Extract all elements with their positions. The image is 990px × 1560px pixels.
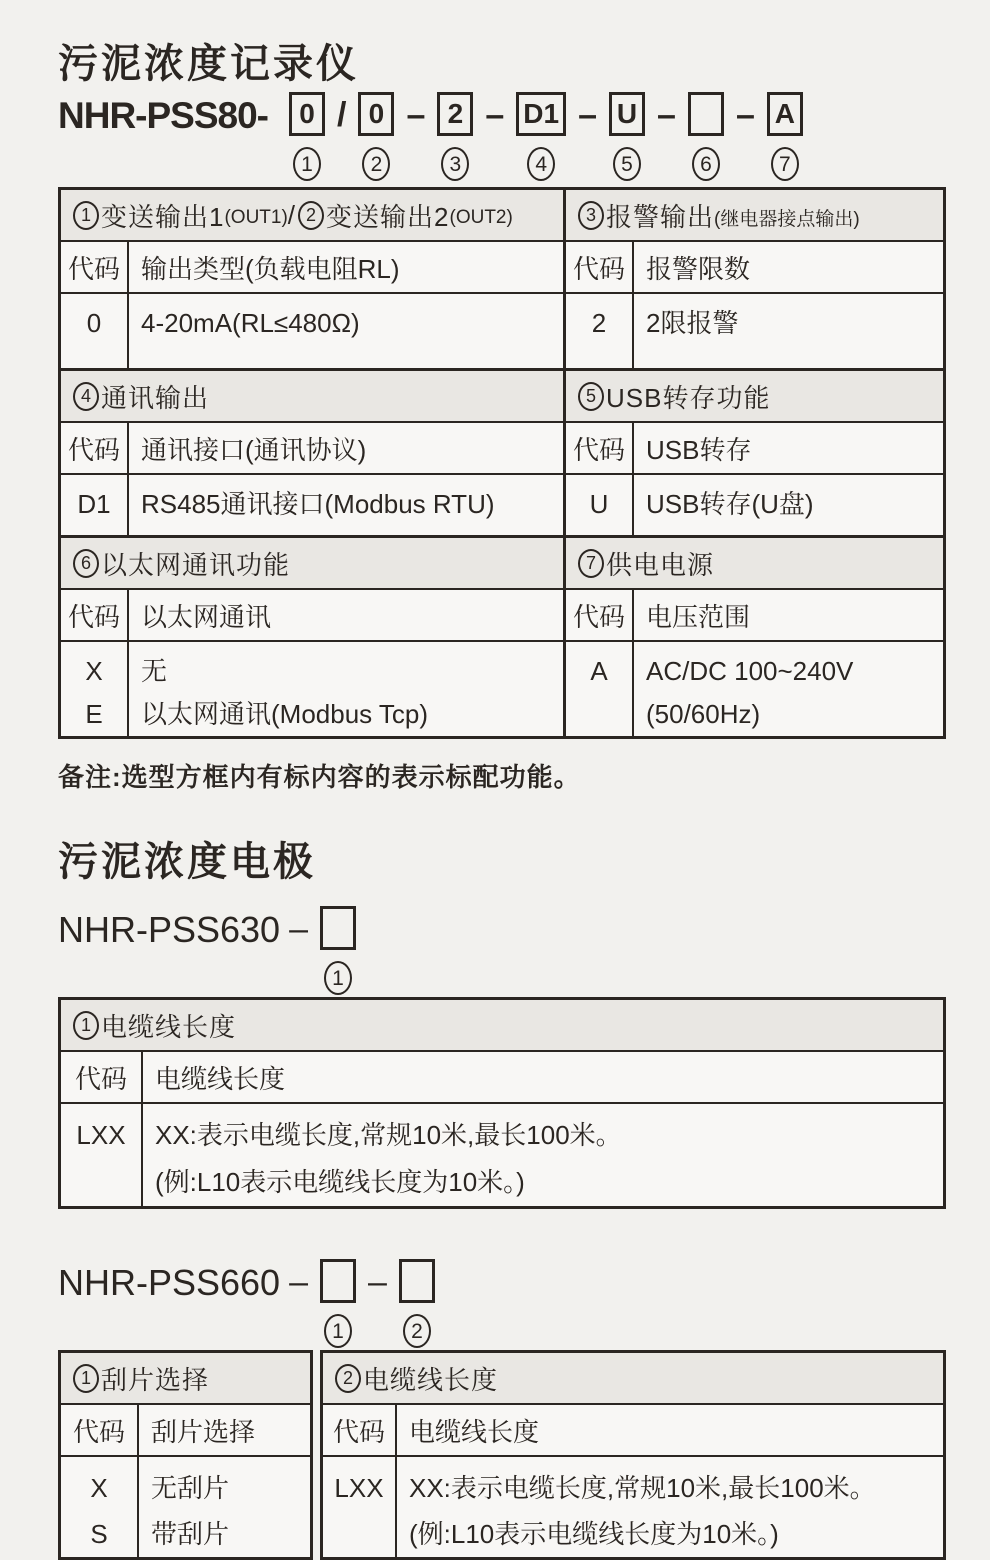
header-text: 电缆线长度: [101, 1012, 237, 1042]
desc-value: (例:L10表示电缆线长度为10米。): [409, 1519, 779, 1549]
desc-column-header: 电缆线长度: [409, 1417, 540, 1447]
circled-marker: 1: [293, 147, 321, 181]
separator: –: [578, 96, 598, 134]
code-box: D1: [516, 92, 566, 136]
table-row: [566, 294, 943, 368]
column-header-row: [323, 1405, 943, 1457]
code-cell: [61, 294, 129, 368]
section-header: [566, 190, 943, 242]
code-value: X: [90, 1473, 108, 1503]
circled-marker: 2: [403, 1314, 431, 1348]
code-unit: [516, 92, 566, 181]
code-value: S: [90, 1519, 108, 1549]
column-header-row: [61, 1052, 943, 1104]
code-column-header: 代码: [566, 590, 634, 640]
circled-marker: 7: [771, 147, 799, 181]
header-text: 以太网通讯功能: [101, 550, 291, 580]
cable-length-subtable: [320, 1350, 946, 1560]
code-box: 0: [358, 92, 394, 136]
header-text: 刮片选择: [101, 1365, 210, 1395]
pss630-selection-table: [58, 997, 946, 1209]
column-header-row: [566, 242, 943, 294]
code-cell: [566, 294, 634, 368]
desc-value: USB转存(U盘): [646, 489, 814, 519]
desc-value: 带刮片: [151, 1519, 230, 1549]
code-unit: [609, 92, 645, 181]
code-value: LXX: [76, 1120, 126, 1150]
desc-value: 无: [141, 656, 168, 686]
section-header: [61, 190, 563, 242]
circled-number-icon: 1: [73, 201, 99, 230]
desc-cell: [397, 1457, 943, 1557]
column-header-row: [566, 423, 943, 475]
desc-cell: [139, 1457, 310, 1557]
table-section-2: [61, 368, 943, 535]
code-value: A: [590, 656, 608, 686]
circled-marker: 5: [613, 147, 641, 181]
code-column-header: 代码: [61, 590, 129, 640]
desc-column-header: USB转存: [646, 435, 752, 465]
circled-marker: 2: [362, 147, 390, 181]
column-header-row: [61, 590, 563, 642]
table-row: [61, 475, 563, 535]
code-value: LXX: [334, 1473, 384, 1503]
section-header: [61, 371, 563, 423]
desc-value: AC/DC 100~240V: [646, 656, 854, 686]
pss80-selection-table: [58, 187, 946, 739]
code-value: 2: [591, 308, 607, 338]
code-column-header: 代码: [323, 1405, 397, 1455]
desc-column-header: 通讯接口(通讯协议): [141, 435, 367, 465]
desc-cell: [129, 475, 563, 535]
circled-number-icon: 2: [335, 1364, 361, 1393]
table-row: [323, 1457, 943, 1557]
desc-column-header: 电缆线长度: [155, 1064, 286, 1094]
circled-number-icon: 1: [73, 1011, 99, 1040]
code-box-empty: [688, 92, 724, 136]
header-text: 供电电源: [606, 550, 715, 580]
desc-column-header: 刮片选择: [151, 1417, 256, 1447]
table-section-3: [61, 535, 943, 736]
desc-value: 无刮片: [151, 1473, 230, 1503]
code-cell: [566, 475, 634, 535]
code-unit: [437, 92, 473, 181]
code-unit: [358, 92, 394, 181]
desc-column-header: 输出类型(负载电阻RL): [141, 254, 400, 284]
table-row: [61, 294, 563, 368]
code-box-empty: [320, 906, 356, 950]
code-unit: [289, 92, 325, 181]
code-value: 0: [86, 308, 102, 338]
code-cell: [61, 475, 129, 535]
header-text: 通讯输出: [101, 383, 210, 413]
code-unit: [320, 1259, 356, 1348]
header-text: /: [287, 200, 297, 230]
desc-column-header: 以太网通讯: [141, 602, 272, 632]
desc-value: 2限报警: [646, 308, 739, 338]
model-prefix: NHR-PSS630: [58, 909, 281, 950]
desc-cell: [129, 294, 563, 368]
header-text: 变送输出1: [101, 202, 225, 232]
separator: –: [485, 96, 505, 134]
section-header: [566, 538, 943, 590]
model-code-pss660: [58, 1259, 946, 1348]
circled-marker: 1: [324, 961, 352, 995]
page-title-recorder: 污泥浓度记录仪: [58, 42, 359, 86]
section-ethernet: [61, 538, 566, 736]
table-row: [61, 1457, 310, 1557]
section-header: [61, 1353, 310, 1405]
desc-value: XX:表示电缆长度,常规10米,最长100米。: [155, 1120, 622, 1150]
circled-marker: 3: [441, 147, 469, 181]
code-box-empty: [320, 1259, 356, 1303]
desc-cell: [634, 294, 943, 368]
section-output: [61, 190, 566, 368]
code-box: U: [609, 92, 645, 136]
code-box: A: [767, 92, 803, 136]
desc-cell: [634, 475, 943, 535]
header-text: 报警输出: [606, 202, 715, 232]
column-header-row: [61, 242, 563, 294]
desc-cell: [634, 642, 943, 736]
code-column-header: 代码: [61, 1052, 143, 1102]
separator: –: [289, 910, 309, 948]
code-cell: [61, 642, 129, 736]
code-box-empty: [399, 1259, 435, 1303]
table-row: [61, 1104, 943, 1206]
code-column-header: 代码: [566, 242, 634, 292]
desc-value: RS485通讯接口(Modbus RTU): [141, 489, 495, 519]
section-header: [61, 1000, 943, 1052]
scraper-subtable: [58, 1350, 313, 1560]
code-column-header: 代码: [566, 423, 634, 473]
header-text: 电缆线长度: [363, 1365, 499, 1395]
section-header: [61, 538, 563, 590]
circled-number-icon: 4: [73, 382, 99, 411]
code-cell: [61, 1457, 139, 1557]
circled-number-icon: 6: [73, 549, 99, 578]
model-prefix: NHR-PSS660: [58, 1262, 281, 1303]
desc-value: 4-20mA(RL≤480Ω): [141, 308, 360, 338]
circled-marker: 4: [527, 147, 555, 181]
desc-cell: [129, 642, 563, 736]
header-subtext: (继电器接点输出): [714, 209, 860, 230]
code-value: U: [589, 489, 609, 519]
separator: –: [289, 1263, 309, 1301]
section-header: [323, 1353, 943, 1405]
separator: –: [735, 96, 755, 134]
section-usb: [566, 371, 943, 535]
code-column-header: 代码: [61, 242, 129, 292]
page-title-electrode: 污泥浓度电极: [58, 840, 316, 884]
column-header-row: [566, 590, 943, 642]
code-box: 0: [289, 92, 325, 136]
code-unit: [688, 92, 724, 181]
circled-number-icon: 5: [578, 382, 604, 411]
code-value: D1: [77, 489, 111, 519]
circled-number-icon: 1: [73, 1364, 99, 1393]
desc-value: XX:表示电缆长度,常规10米,最长100米。: [409, 1473, 876, 1503]
circled-number-icon: 7: [578, 549, 604, 578]
code-column-header: 代码: [61, 1405, 139, 1455]
code-column-header: 代码: [61, 423, 129, 473]
separator: –: [406, 96, 426, 134]
header-subtext: (OUT1): [224, 206, 288, 228]
model-code-pss80: [58, 92, 946, 181]
code-unit: [399, 1259, 435, 1348]
separator: /: [337, 96, 347, 134]
circled-marker: 1: [324, 1314, 352, 1348]
model-code-pss630: [58, 906, 946, 995]
column-header-row: [61, 1405, 310, 1457]
section-header: [566, 371, 943, 423]
table-section-1: [61, 190, 943, 368]
note-text: 备注:选型方框内有标内容的表示标配功能。: [58, 762, 581, 792]
code-cell: [323, 1457, 397, 1557]
desc-value: (例:L10表示电缆线长度为10米。): [155, 1167, 525, 1197]
separator: –: [368, 1263, 387, 1301]
header-text: 变送输出2: [326, 202, 450, 232]
header-subtext: (OUT2): [449, 206, 513, 228]
circled-marker: 6: [692, 147, 720, 181]
column-header-row: [61, 423, 563, 475]
section-alarm: [566, 190, 943, 368]
desc-column-header: 电压范围: [646, 602, 751, 632]
circled-number-icon: 2: [298, 201, 324, 230]
desc-column-header: 报警限数: [646, 254, 751, 284]
table-row: [61, 642, 563, 736]
code-value: X: [85, 656, 103, 686]
code-cell: [61, 1104, 143, 1206]
circled-number-icon: 3: [578, 201, 604, 230]
code-cell: [566, 642, 634, 736]
model-prefix: NHR-PSS80-: [58, 95, 268, 136]
header-text: USB转存功能: [606, 383, 771, 413]
desc-value: 以太网通讯(Modbus Tcp): [141, 699, 429, 729]
section-comm-output: [61, 371, 566, 535]
desc-cell: [143, 1104, 943, 1206]
table-row: [566, 475, 943, 535]
table-row: [566, 642, 943, 736]
pss660-selection-table: [58, 1350, 946, 1560]
section-power: [566, 538, 943, 736]
separator: –: [657, 96, 676, 134]
code-unit: [767, 92, 803, 181]
code-unit: [320, 906, 356, 995]
desc-value: (50/60Hz): [646, 699, 761, 729]
code-box: 2: [437, 92, 473, 136]
code-value: E: [85, 699, 103, 729]
